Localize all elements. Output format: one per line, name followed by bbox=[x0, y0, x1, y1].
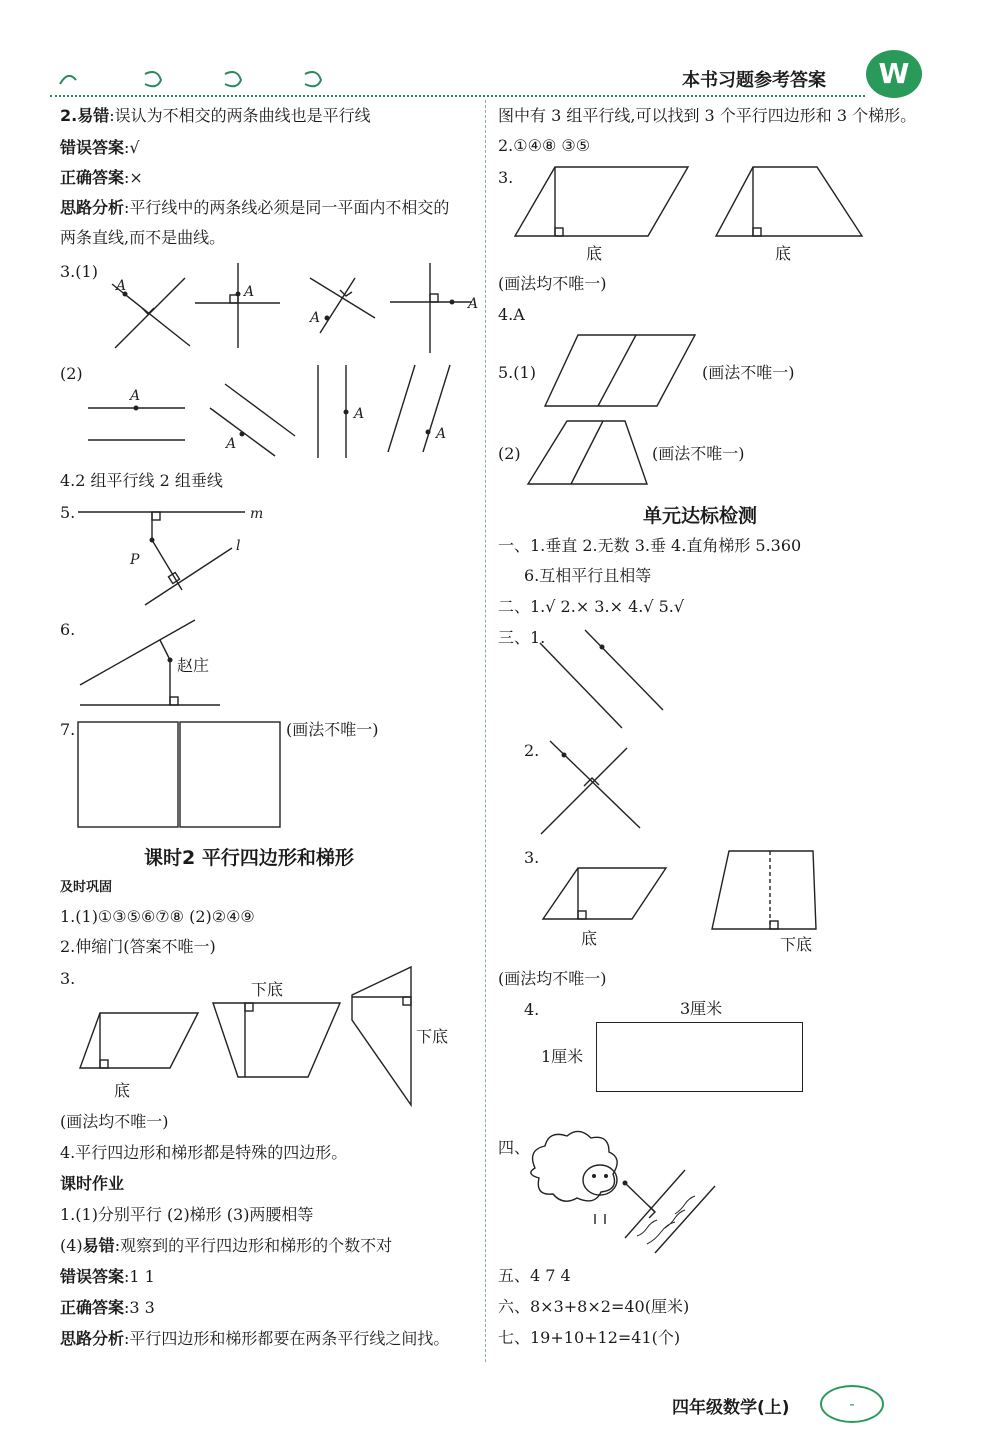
left-wrong-answer: 错误答案:√ bbox=[60, 138, 140, 157]
footer-page-number: - bbox=[849, 1395, 855, 1413]
right-q3-note: (画法均不唯一) bbox=[498, 274, 607, 293]
header-logo bbox=[866, 50, 922, 98]
rect-height-label: 1厘米 bbox=[541, 1047, 584, 1066]
left-t4: 4.平行四边形和梯形都是特殊的四边形。 bbox=[60, 1143, 348, 1162]
right-q3-label: 3. bbox=[498, 168, 514, 187]
right-s3-3-shapes bbox=[540, 848, 880, 928]
left-right-answer: 正确答案:× bbox=[60, 168, 143, 187]
unit-title: 单元达标检测 bbox=[643, 505, 758, 527]
label-m: m bbox=[250, 506, 264, 522]
right-s3-2-figure bbox=[535, 738, 655, 836]
right-intro: 图中有 3 组平行线,可以找到 3 个平行四边形和 3 个梯形。 bbox=[498, 106, 917, 125]
right-s6: 六、8×3+8×2=40(厘米) bbox=[498, 1297, 690, 1316]
right-q5-2-note: (画法不唯一) bbox=[652, 444, 745, 463]
point-a: A bbox=[436, 426, 447, 442]
right-s2: 二、1.√ 2.× 3.× 4.√ 5.√ bbox=[498, 597, 685, 616]
label-p: P bbox=[130, 552, 140, 568]
right-s3-label: 三、1. bbox=[498, 628, 546, 647]
q6-figure bbox=[60, 615, 280, 710]
right-s3-3-label: 3. bbox=[524, 848, 540, 867]
label-l: l bbox=[236, 538, 241, 554]
footer-subject: 四年级数学(上) bbox=[672, 1398, 790, 1418]
right-q5-label: 5.(1) bbox=[498, 363, 536, 382]
point-a: A bbox=[130, 388, 141, 404]
point-a: A bbox=[116, 278, 127, 294]
right-s1-line2: 6.互相平行且相等 bbox=[524, 566, 652, 585]
left-q6-label: 6. bbox=[60, 620, 76, 639]
q5-figure bbox=[60, 500, 280, 610]
right-q5-2-label: (2) bbox=[498, 444, 521, 463]
right-q4: 4.A bbox=[498, 305, 525, 324]
rect-width-label: 3厘米 bbox=[680, 999, 723, 1018]
right-s3-1-figure bbox=[530, 625, 680, 730]
left-t3-note: (画法均不唯一) bbox=[60, 1112, 169, 1131]
t3-di-label: 底 bbox=[114, 1081, 131, 1100]
t3-xiadi-label-2: 下底 bbox=[416, 1027, 449, 1046]
right-s1-line1: 一、1.垂直 2.无数 3.垂 4.直角梯形 5.360 bbox=[498, 536, 802, 555]
left-h-right: 正确答案:3 3 bbox=[60, 1298, 155, 1317]
header-title: 本书习题参考答案 bbox=[682, 70, 826, 91]
left-q3-label: 3.(1) bbox=[60, 262, 98, 281]
point-a: A bbox=[310, 310, 321, 326]
right-s3-2-label: 2. bbox=[524, 741, 540, 760]
left-q3-2-label: (2) bbox=[60, 364, 83, 383]
right-s3-3-xiadi: 下底 bbox=[780, 935, 813, 954]
left-analysis-2: 两条直线,而不是曲线。 bbox=[60, 228, 226, 247]
left-h4: (4)易错:观察到的平行四边形和梯形的个数不对 bbox=[60, 1236, 393, 1255]
right-q3-di-1: 底 bbox=[586, 244, 603, 263]
right-s4-label: 四、 bbox=[498, 1138, 531, 1157]
q3-parallel-figures bbox=[60, 360, 480, 465]
timely-title: 及时巩固 bbox=[60, 880, 113, 895]
header-decoration bbox=[50, 62, 350, 98]
left-q7-note: (画法不唯一) bbox=[286, 720, 379, 739]
left-q2: 2.易错:误认为不相交的两条曲线也是平行线 bbox=[60, 106, 371, 125]
right-q5-1-note: (画法不唯一) bbox=[702, 363, 795, 382]
t3-xiadi-label-1: 下底 bbox=[251, 980, 284, 999]
column-divider bbox=[485, 100, 486, 1362]
right-s3-4-rect bbox=[596, 1022, 803, 1092]
right-q2: 2.①④⑧ ③⑤ bbox=[498, 136, 591, 155]
q3-perpendicular-figures bbox=[60, 258, 480, 358]
header-rule bbox=[50, 95, 865, 97]
logo-letter: W bbox=[878, 57, 910, 90]
right-q3-di-2: 底 bbox=[775, 244, 792, 263]
right-s3-3-di: 底 bbox=[581, 929, 598, 948]
left-analysis: 思路分析:平行线中的两条线必须是同一平面内不相交的 bbox=[60, 198, 450, 217]
point-a: A bbox=[354, 406, 365, 422]
left-q4: 4.2 组平行线 2 组垂线 bbox=[60, 471, 223, 490]
right-s7: 七、19+10+12=41(个) bbox=[498, 1328, 681, 1347]
sheep-river-figure bbox=[525, 1128, 725, 1263]
right-q5-2-shape bbox=[525, 418, 655, 488]
left-t3-label: 3. bbox=[60, 969, 76, 988]
left-h-wrong: 错误答案:1 1 bbox=[60, 1267, 155, 1286]
q7-figure bbox=[76, 720, 286, 830]
left-q7-label: 7. bbox=[60, 720, 76, 739]
homework-title: 课时作业 bbox=[60, 1174, 125, 1193]
right-q3-shapes bbox=[510, 162, 870, 242]
left-t2: 2.伸缩门(答案不唯一) bbox=[60, 937, 216, 956]
point-a: A bbox=[226, 436, 237, 452]
right-s5: 五、4 7 4 bbox=[498, 1266, 571, 1285]
point-a: A bbox=[244, 284, 255, 300]
right-s3-note: (画法均不唯一) bbox=[498, 969, 607, 988]
left-q5-label: 5. bbox=[60, 503, 76, 522]
point-a: A bbox=[468, 296, 479, 312]
left-h1: 1.(1)分别平行 (2)梯形 (3)两腰相等 bbox=[60, 1205, 314, 1224]
footer-page-badge bbox=[820, 1385, 884, 1423]
right-q5-1-shape bbox=[540, 332, 700, 412]
sheep-icon bbox=[531, 1131, 617, 1201]
right-s3-4-label: 4. bbox=[524, 1000, 540, 1019]
left-h-analysis: 思路分析:平行四边形和梯形都要在两条平行线之间找。 bbox=[60, 1329, 450, 1348]
left-t1: 1.(1)①③⑤⑥⑦⑧ (2)②④⑨ bbox=[60, 907, 255, 926]
zhaozhuang-label: 赵庄 bbox=[177, 656, 210, 675]
lesson2-title: 课时2 平行四边形和梯形 bbox=[144, 847, 354, 869]
